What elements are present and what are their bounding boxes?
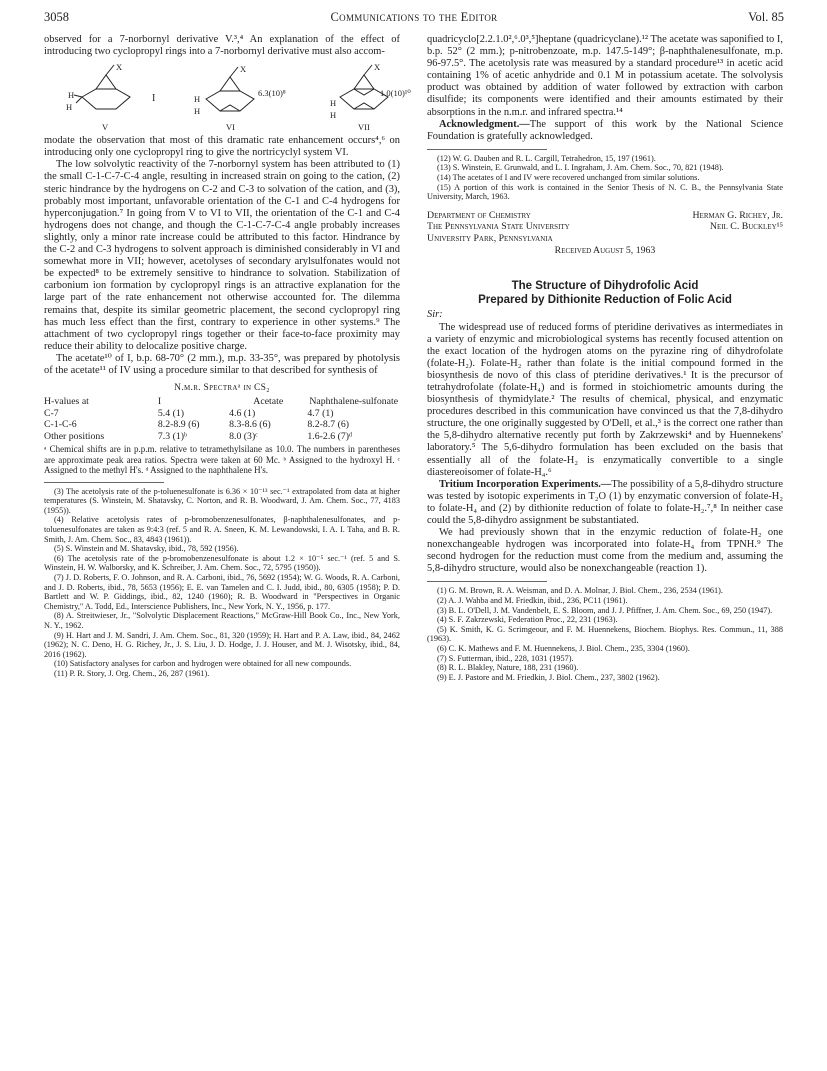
table-cell: C-7 [44,407,59,419]
structure-marker-i: I [152,93,156,105]
atom-h-vi-2: H [194,106,201,117]
footnote: (13) S. Winstein, E. Grunwald, and L. I. Ingraham, J. Am. Chem. Soc., 70, 821 (1948). [437,163,724,173]
author-name: Neil C. Buckley¹⁵ [709,221,783,233]
acknowledgment-text: The support of this work by the National Science Foundation is gratefully acknowledged. [427,118,783,142]
footnote: (2) A. J. Wahba and M. Friedkin, ibid., 236, PC11 (1961). [437,596,628,606]
table-row [44,408,400,420]
table-cell: Other positions [44,430,105,442]
footnote-divider [427,581,547,582]
right-column [427,34,783,682]
author-signature [427,210,783,245]
structure-figure [44,61,411,133]
table-cell: 4.6 (1) [229,407,256,419]
left-column [44,34,411,679]
body-paragraph: The low solvolytic reactivity of the 7-norbornyl system has been attributed to (1) the small C-1-C-7-C-4 angle, resulting in increased strain on going to the cation, (2) steric hindrance by the hydrogens on C-2 and C-3 to solvation of the cation, and (3), probably most important, unfavorable orientation of the C-1 and C-4 hydrogens for hyperconjugation.⁷ In going from V to VI to VII, the orientation of the C-1 and C-4 hydrogens does not change, and though the C-1-C-7-C-4 angle probably increases slightly, only a minor rate increase could be attributed to this factor. Hindrance by the C-2 and C-3 hydrogens to solvent approach is diminished considerably in VI and somewhat more in VII; however, acetolyses of secondary arylsulfonates would not be expected⁸ to be extremely sensitive to hindrance to solvation. Stabilization of carbonium ion formation by cyclopropyl rings is an attractive explanation for the large part of the rate enhancement not otherwise accounted for. The dilemma remains that, despite its similar geometric placement, the second cyclopropyl ring has much less effect than the first, contrary to experience in other systems.⁹ The attachment of two cyclopropyl rings together or their face-to-face proximity may reduce their ability to delocalize positive charge. [44,159,400,352]
atom-h-v-2: H [66,102,73,113]
footnote: (8) R. L. Blakley, Nature, 188, 231 (1960). [437,663,579,673]
table-cell: 1.6-2.6 (7)ᵈ [307,430,353,442]
department: Department of Chemistry [427,209,531,221]
structure-label-vii: VII [358,122,370,133]
footnote: (3) The acetolysis rate of the p-toluenesulfonate is 6.36 × 10⁻¹³ sec.⁻¹ extrapolated from data at higher temperatures (S. Winstein, M. Shatavsky, C. Norton, and R. B. Woodward, J. Am. Chem. Soc., 77, 4183 (1955)). [44,486,400,515]
footnote: (14) The acetates of I and IV were recovered unchanged from similar solutions. [437,173,700,183]
body-paragraph: The acetate¹⁰ of I, b.p. 68-70° (2 mm.), m.p. 33-35°, was prepared by photolysis of the acetate¹¹ of IV using a procedure similar to that described for synthesis of [44,352,400,376]
volume: Vol. 85 [748,10,784,24]
rate-vi: 6.3(10)⁸ [258,88,286,99]
body-paragraph: We had previously shown that in the enzymic reduction of folate-H₂ one nonexchangeable hydrogen was incorporated into folate-H₄ from TPNH.⁹ The second hydrogen for the reduction must come from the medium and, assuming the 5,8-dihydro structure, would also be nonexchangeable (reaction 1). [427,527,783,575]
table-header: H-values at [44,396,89,408]
atom-x-vi: X [240,64,247,75]
footnote: (11) P. R. Story, J. Org. Chem., 26, 287 (1961). [54,668,210,678]
table-cell: C-1-C-6 [44,419,77,431]
table-cell: 5.4 (1) [157,407,185,419]
atom-h-vii-1: H [330,98,337,109]
table-header: I [157,396,162,408]
section-text: The possibility of a 5,8-dihydro structure was tested by isotopic experiments in T₂O (1) by enzymatic conversion of folate-H₂ to folate-H₄ and (2) by dithionite reduction of folate to folate-H₂.⁷,⁸ In neither case could the 5,8-dihydro assignment be substantiated. [427,478,783,526]
table-cell: 8.2-8.7 (6) [307,419,350,431]
table-cell: 7.3 (1)ᵇ [157,430,188,442]
table-header: Naphthalene-sulfonate [309,396,399,408]
article-title [427,279,783,307]
footnote: (15) A portion of this work is contained in the Senior Thesis of N. C. B., the Pennsylvania State University, March, 1963. [427,182,783,202]
table-cell: 4.7 (1) [307,407,334,419]
table-header: Acetate [253,396,284,408]
structure-label-vi: VI [226,122,235,133]
university: The Pennsylvania State University [427,221,570,233]
received-date: Received August 5, 1963 [554,245,656,257]
footnote-divider [44,482,164,483]
footnote: (9) E. J. Pastore and M. Friedkin, J. Biol. Chem., 237, 3802 (1962). [437,672,660,682]
structure-label-v: V [102,122,109,133]
table-footnote: ᵃ Chemical shifts are in p.p.m. relative to tetramethylsilane as 10.0. The numbers in parentheses are approximate peak area ratios. Spectra were taken at 60 Mc. ᵇ Assigned to the hydroxyl H. ᶜ Assigned to the methyl H's. ᵈ Assigned to the naphthalene H's. [44,444,400,476]
nmr-table [44,396,400,442]
footnote: (10) Satisfactory analyses for carbon and hydrogen were obtained for all new compounds. [54,659,352,669]
footnote: (5) K. Smith, K. G. Scrimgeour, and F. M. Huennekens, Biochem. Biophys. Res. Commun., 11, 388 (1963). [427,624,783,644]
intro-paragraph: observed for a 7-norbornyl derivative V.³,⁴ An explanation of the effect of introducing two cyclopropyl rings into a 7-norbornyl derivative must also accom- [44,34,400,58]
atom-x-v: X [116,62,123,73]
page-header [44,10,784,26]
article-title-line: The Structure of Dihydrofolic Acid [511,280,699,293]
atom-x-vii: X [374,62,381,73]
location: University Park, Pennsylvania [427,232,553,244]
body-paragraph: quadricyclo[2.2.1.0²,⁶.0³,⁵]heptane (quadricyclane).¹² The acetate was saponified to I, b.p. 52° (2 mm.); p-nitrobenzoate, m.p. 147.5-149°; β-naphthalenesulfonate, m.p. 96-97.5°. The acetolysis rate was measured by a standard procedure¹³ in acetic acid containing 1% of acetic anhydride and 0.1 M in potassium acetate. The solvolysis product was obtained by addition of water followed by extraction with carbon disulfide; its components were identified and their amounts estimated by their absorptions in the n.m.r. and infrared spectra.¹⁴ [427,34,783,118]
page-number: 3058 [44,10,69,24]
rate-vii: 1.0(10)¹⁰ [380,88,411,99]
footnote: (6) C. K. Mathews and F. M. Huennekens, J. Biol. Chem., 235, 3304 (1960). [437,644,690,654]
atom-h-v-1: H [68,90,75,101]
footnote: (1) G. M. Brown, R. A. Weisman, and D. A. Molnar, J. Biol. Chem., 236, 2534 (1961). [437,586,723,596]
atom-h-vii-2: H [330,110,337,121]
footnote-divider [427,149,547,150]
table-cell: 8.3-8.6 (6) [229,419,271,431]
journal-section: Communications to the Editor [330,10,498,24]
footnote: (4) S. F. Zakrzewski, Federation Proc., 22, 231 (1963). [437,615,618,625]
structures-drawing [44,61,400,133]
table-header-row [44,396,400,408]
footnote: (7) J. D. Roberts, F. O. Johnson, and R. A. Carboni, ibid., 76, 5692 (1954); W. G. Woods, R. A. Carboni, and J. D. Roberts, ibid., 78, 5653 (1956); E. E. van Tamelen and C. I. Judd, ibid., 80, 6305 (1958); P. D. Bartlett and W. P. Giddings, ibid., 82, 1240 (1960); R. B. Woodward in "Perspectives in Organic Chemistry," A. Todd, Ed., Interscience Publishers, Inc., New York, N. Y., 1956, p. 177. [44,573,400,611]
footnote: (9) H. Hart and J. M. Sandri, J. Am. Chem. Soc., 81, 320 (1959); H. Hart and P. A. Law, ibid., 84, 2462 (1962); N. C. Deno, H. G. Richey, Jr., J. S. Liu, J. D. Hodge, J. J. Houser, and M. J. Wisotsky, ibid., 84, 2016 (1962). [44,630,400,659]
salutation: Sir: [427,309,443,321]
table-cell: 8.2-8.9 (6) [157,419,200,431]
atom-h-vi-1: H [194,94,201,105]
acknowledgment-heading: Acknowledgment.— [439,118,530,130]
footnote: (7) S. Futterman, ibid., 228, 1031 (1957). [437,653,574,663]
article-title-line: Prepared by Dithionite Reduction of Folic Acid [478,294,732,307]
section-heading: Tritium Incorporation Experiments.— [439,478,612,490]
footnote: (4) Relative acetolysis rates of p-bromobenzenesulfonates, β-naphthalenesulfonates, and p-toluenesulfonates are taken as 9:4:3 (ref. 5 and R. A. Sneen, K. M. Lewandowski, I. A. I. Taha, and B. R. Smith, J. Am. Chem. Soc., 83, 4843 (1961)). [44,515,400,544]
table-row [44,431,400,443]
table-row [44,419,400,431]
author-name: Herman G. Richey, Jr. [692,209,783,221]
body-paragraph: modate the observation that most of this dramatic rate enhancement occurs⁴,⁶ on introducing only one cyclopropyl ring to give the nortricyclyl system VI. [44,135,400,159]
footnote: (6) The acetolysis rate of the p-bromobenzenesulfonate is about 1.2 × 10⁻⁵ sec.⁻¹ (ref. 5 and S. Winstein, H. W. Walborsky, and K. Schreiber, J. Am. Chem. Soc., 72, 5795 (1950)). [44,553,400,573]
footnote: (12) W. G. Dauben and R. L. Cargill, Tetrahedron, 15, 197 (1961). [437,153,656,163]
tritium-paragraph [427,479,783,527]
table-cell: 8.0 (3)ᶜ [229,430,258,442]
footnote: (3) B. L. O'Dell, J. M. Vandenbelt, E. S. Bloom, and J. J. Pfiffner, J. Am. Chem. Soc., 69, 250 (1947). [437,605,773,615]
body-paragraph: The widespread use of reduced forms of pteridine derivatives as intermediates in a variety of enzymic and microbiological systems has recently focused attention on the exact location of the hydrogen atoms on the pyrazine ring of dihydrofolate (folate-H₂). Folate-H₂ rather than folate is the initial compound formed in the biosynthesis de novo of this class of pteridine derivatives.¹ It is the precursor of tetrahydrofolate (folate-H₄) and is formed in stoichiometric amounts during the biosynthesis of thymidylate.² The results of chemical, physical, and enzymatic procedures described in this communication have convinced us that the 7,8-dihydro structure, the one originally suggested by O'Dell, et al.,³ is the correct one rather than the 5,8-dihydro alternative recently put forth by Zakrzewski⁴ and by Huennekens' laboratory.⁵ The 5,6-dihydro formulation has been excluded on the basis that essentially all of the folate-H₂ is enzymatically convertible to a single diastereoisomer of folate-H₄.⁶ [427,321,783,478]
table-title: N.m.r. Spectraᵃ in CS₂ [174,383,270,394]
footnote: (5) S. Winstein and M. Shatavsky, ibid., 78, 592 (1956). [54,544,239,554]
footnote: (8) A. Streitwieser, Jr., "Solvolytic Displacement Reactions," McGraw-Hill Book Co., Inc., New York, N. Y., 1962. [44,611,400,630]
acknowledgment-paragraph [427,119,783,143]
